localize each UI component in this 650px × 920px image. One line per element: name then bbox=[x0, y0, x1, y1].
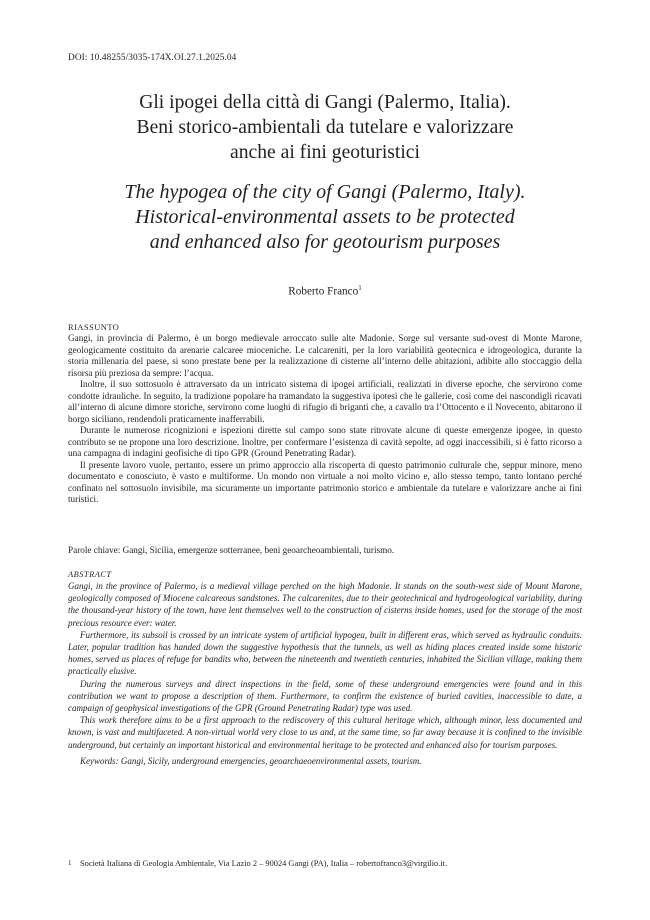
title-english bbox=[60, 180, 590, 255]
riassunto-section bbox=[68, 322, 582, 506]
riassunto-paragraph: Durante le numerose ricognizioni e ispezioni dirette sul campo sono state ritrovate alcune di queste emergenze ipogee, in questo contributo se ne propone una loro descrizione. Inoltre, per confermare l’esistenza di cavità sepolte, ad oggi inaccessibili, si è fatto ricorso a una campagna di indagini geofisiche di tipo GPR (Ground Penetrating Radar). bbox=[68, 425, 582, 458]
footnote-text: Società Italiana di Geologia Ambientale, Via Lazio 2 – 90024 Gangi (PA), Italia – robertofranco3@virgilio.it. bbox=[80, 859, 448, 868]
abstract-heading: ABSTRACT bbox=[68, 570, 112, 579]
abstract-section bbox=[68, 569, 582, 767]
title-english-line: Historical-environmental assets to be protected bbox=[135, 206, 515, 228]
footnote bbox=[68, 859, 447, 868]
riassunto-heading: RIASSUNTO bbox=[68, 323, 120, 332]
abstract-paragraph: Furthermore, its subsoil is crossed by an intricate system of artificial hypogea, built in different eras, which served as hydraulic conduits. Later, popular tradition has handed down the suggestive hypothesis that the tunnels, as well as hiding places created inside some historic homes, served as places of refuge for bandits who, between the nineteenth and twentieth centuries, inhabited the Sicilian village, making them practically elusive. bbox=[68, 629, 582, 677]
doi: DOI: 10.48255/3035-174X.OI.27.1.2025.04 bbox=[68, 53, 237, 63]
author-affiliation-mark: 1 bbox=[358, 284, 362, 292]
parole-chiave bbox=[68, 545, 582, 557]
riassunto-paragraph: Inoltre, il suo sottosuolo è attraversato da un intricato sistema di ipogei artificiali, realizzati in diverse epoche, che servirono come condotte idrauliche. In seguito, la tradizione popolare ha tramandato la suggestiva ipotesi che le gallerie, così come dei nascondigli ricavati all’interno di alcune dimore storiche, servirono come luoghi di rifugio di briganti che, a cavallo tra l’Ottocento e il Novecento, abitarono il borgo siciliano, rendendoli praticamente inafferrabili. bbox=[68, 379, 582, 424]
parole-chiave-text: Parole chiave: Gangi, Sicilia, emergenze sotterranee, beni geoarcheoambientali, turismo. bbox=[68, 545, 395, 555]
abstract-paragraph: Gangi, in the province of Palermo, is a medieval village perched on the high Madonie. It stands on the south-west side of Mount Marone, geologically composed of Miocene calcareous sandstones. The calcarenites, due to their geotechnical and hydrogeological variability, during the thousand-year history of the town, have lent themselves well to the construction of cisterns inside homes, used for the storage of the most precious resource ever: water. bbox=[68, 581, 582, 628]
title-english-line: The hypogea of the city of Gangi (Palermo, Italy). bbox=[124, 181, 526, 203]
title-italian-line: anche ai fini geoturistici bbox=[230, 142, 420, 163]
title-italian-line: Gli ipogei della città di Gangi (Palermo, Italia). bbox=[139, 92, 511, 113]
title-italian-line: Beni storico-ambientali da tutelare e valorizzare bbox=[136, 117, 514, 138]
abstract-paragraph: During the numerous surveys and direct inspections in the field, some of these underground emergencies were found and in this contribution we want to propose a description of them. Furthermore, to confirm the existence of buried cavities, inaccessible to date, a campaign of geophysical investigations of the GPR (Ground Penetrating Radar) type was used. bbox=[68, 678, 582, 714]
abstract-paragraph: This work therefore aims to be a first approach to the rediscovery of this cultural heritage which, although minor, less documented and known, is vast and multifaceted. A non-virtual world very close to us and, at the same time, so far away because it is confined to the invisible underground, but certainly an important historical and environmental heritage to be protected and enhanced also for tourism purposes. bbox=[68, 715, 582, 750]
author bbox=[0, 284, 650, 298]
riassunto-paragraph: Gangi, in provincia di Palermo, è un borgo medievale arroccato sulle alte Madonie. Sorge sul versante sud-ovest di Monte Marone, geologicamente costituito da arenarie calcaree mioceniche. Le calcareniti, per la loro variabilità geotecnica e idrogeologica, durante la storia millenaria del paese, si sono prestate bene per la realizzazione di cisterne all’interno delle abitazioni, adibite allo stoccaggio della risorsa più preziosa da sempre: l’acqua. bbox=[68, 333, 582, 378]
riassunto-paragraph: Il presente lavoro vuole, pertanto, essere un primo approccio alla riscoperta di questo patrimonio culturale che, seppur minore, meno documentato e conosciuto, è vasto e multiforme. Un mondo non virtuale a noi molto vicino e, allo stesso tempo, tanto lontano perché confinato nel sottosuolo invisibile, ma sicuramente un importante patrimonio storico e ambientale da tutelare e valorizzare anche ai fini turistici. bbox=[68, 459, 582, 504]
title-english-line: and enhanced also for geotourism purposes bbox=[149, 231, 501, 253]
author-name: Roberto Franco bbox=[288, 285, 359, 298]
keywords-english: Keywords: Gangi, Sicily, underground emergencies, geoarchaeoenvironmental assets, tourism. bbox=[80, 755, 422, 766]
footnote-mark: 1 bbox=[68, 859, 72, 867]
title-italian bbox=[60, 90, 590, 165]
